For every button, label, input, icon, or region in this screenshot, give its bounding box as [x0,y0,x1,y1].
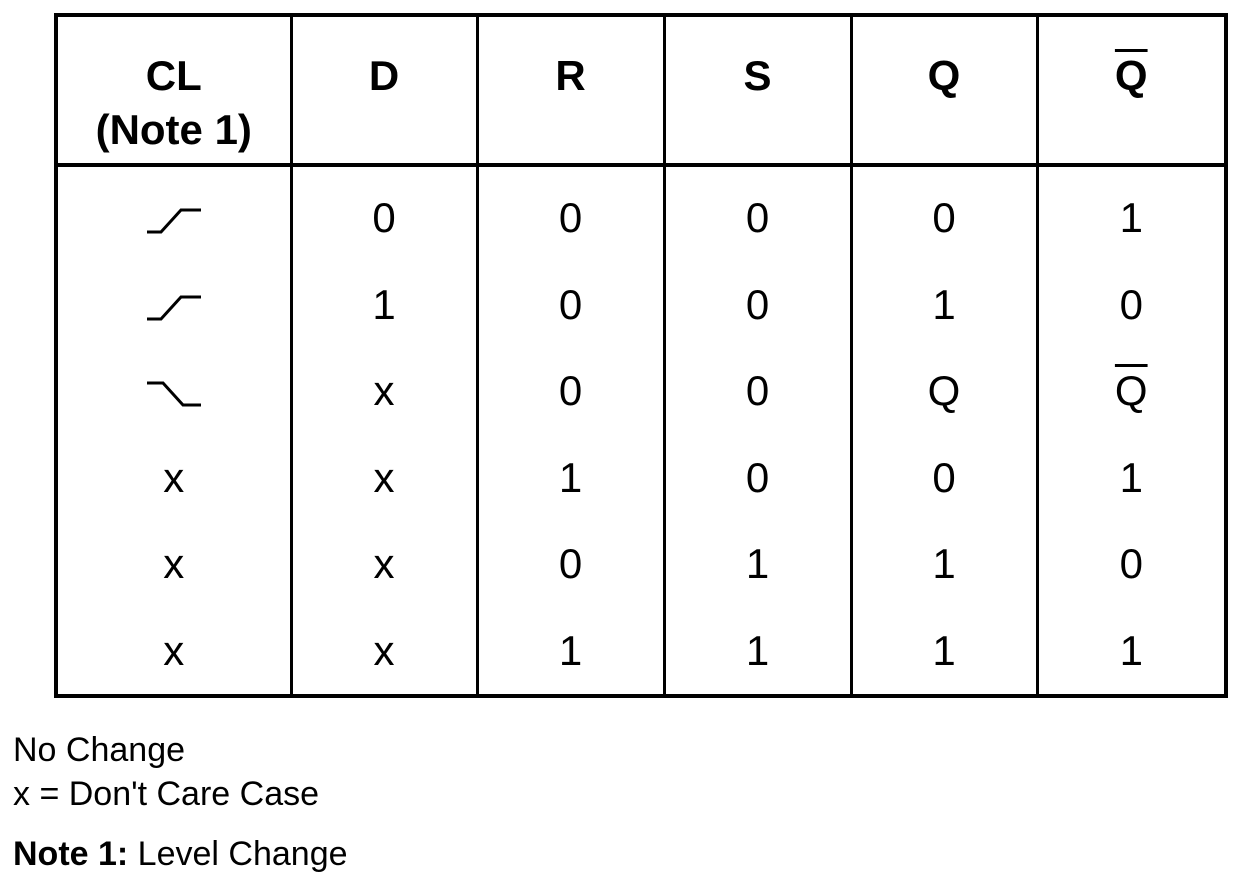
header-row [56,15,1226,165]
cell-d-value: x [373,540,395,588]
cell-d [291,435,477,522]
cell-s [664,435,851,522]
cell-q-value: 1 [932,540,956,588]
cell-s-value: 0 [745,194,770,242]
cell-cl [56,165,291,262]
cell-r-value: 0 [558,540,583,588]
rising-edge-icon [145,281,203,328]
notes [13,728,348,876]
cell-r [477,608,664,697]
header-cl-line1: CL [145,52,202,99]
header-cl [56,15,291,165]
table-row [56,435,1226,522]
cell-d-value: 1 [372,280,396,328]
cell-d [291,608,477,697]
cell-cl-value: x [163,626,185,674]
cell-q [851,348,1037,435]
cell-d-value: x [373,367,395,415]
cell-cl [56,262,291,349]
cell-q [851,435,1037,522]
cell-s [664,521,851,608]
cell-q-value: 1 [932,626,956,674]
cell-q-value: Q [927,367,961,415]
table-row [56,262,1226,349]
cell-s [664,262,851,349]
cell-d-value: x [373,453,395,501]
cell-s [664,608,851,697]
cell-q-value: 0 [932,453,956,501]
header-q [851,15,1037,165]
cell-r-value: 1 [558,453,583,501]
cell-cl [56,435,291,522]
rising-edge-icon [145,194,203,241]
cell-d [291,165,477,262]
table-row [56,521,1226,608]
note-1-label: Note 1: [13,835,129,873]
cell-s-value: 1 [745,626,770,674]
header-s [664,15,851,165]
cell-cl-value: x [163,453,185,501]
cell-s-value: 1 [745,540,770,588]
cell-r-value: 1 [558,626,583,674]
header-d-label: D [368,52,400,99]
cell-d [291,262,477,349]
cell-s [664,348,851,435]
note-no-change: No Change [13,731,186,769]
cell-cl [56,521,291,608]
cell-qbar [1037,262,1226,349]
cell-qbar-value: 1 [1119,194,1143,242]
cell-q [851,521,1037,608]
cell-qbar [1037,521,1226,608]
cell-r-value: 0 [558,280,583,328]
header-s-label: S [743,52,772,99]
header-qbar-label: $\overline{Q}$ [1114,52,1148,99]
cell-qbar [1037,608,1226,697]
truth-table [54,13,1228,698]
cell-qbar-value: 1 [1119,626,1143,674]
cell-r [477,348,664,435]
cell-r-value: 0 [558,194,583,242]
cell-q-value: 0 [932,194,956,242]
cell-d [291,521,477,608]
header-qbar [1037,15,1226,165]
cell-r [477,521,664,608]
table-row [56,348,1226,435]
cell-r [477,262,664,349]
cell-d-value: 0 [372,194,396,242]
cell-qbar-value: 0 [1119,280,1143,328]
cell-s-value: 0 [745,367,770,415]
cell-s-value: 0 [745,280,770,328]
table-body [56,165,1226,696]
cell-q [851,262,1037,349]
cell-cl [56,608,291,697]
cell-qbar [1037,165,1226,262]
cell-r-value: 0 [558,367,583,415]
cell-q-value: 1 [932,280,956,328]
cell-cl-value: x [163,540,185,588]
cell-qbar [1037,435,1226,522]
cell-qbar-value: 1 [1119,453,1143,501]
header-r-label: R [555,52,586,99]
cell-r [477,165,664,262]
falling-edge-icon [145,367,203,414]
header-q-label: Q [927,52,961,99]
cell-s-value: 0 [745,453,770,501]
header-cl-line2: (Note 1) [95,106,252,153]
table-row [56,608,1226,697]
cell-qbar [1037,348,1226,435]
table-row [56,165,1226,262]
header-r [477,15,664,165]
cell-cl [56,348,291,435]
note-dont-care: x = Don't Care Case [13,775,320,813]
cell-q [851,165,1037,262]
cell-r [477,435,664,522]
header-d [291,15,477,165]
cell-qbar-value: $\overline{Q}$ [1114,367,1148,415]
cell-qbar-value: 0 [1119,540,1143,588]
cell-s [664,165,851,262]
note-1-text: Level Change [128,835,348,873]
cell-q [851,608,1037,697]
cell-d [291,348,477,435]
cell-d-value: x [373,626,395,674]
note-1 [13,832,348,876]
